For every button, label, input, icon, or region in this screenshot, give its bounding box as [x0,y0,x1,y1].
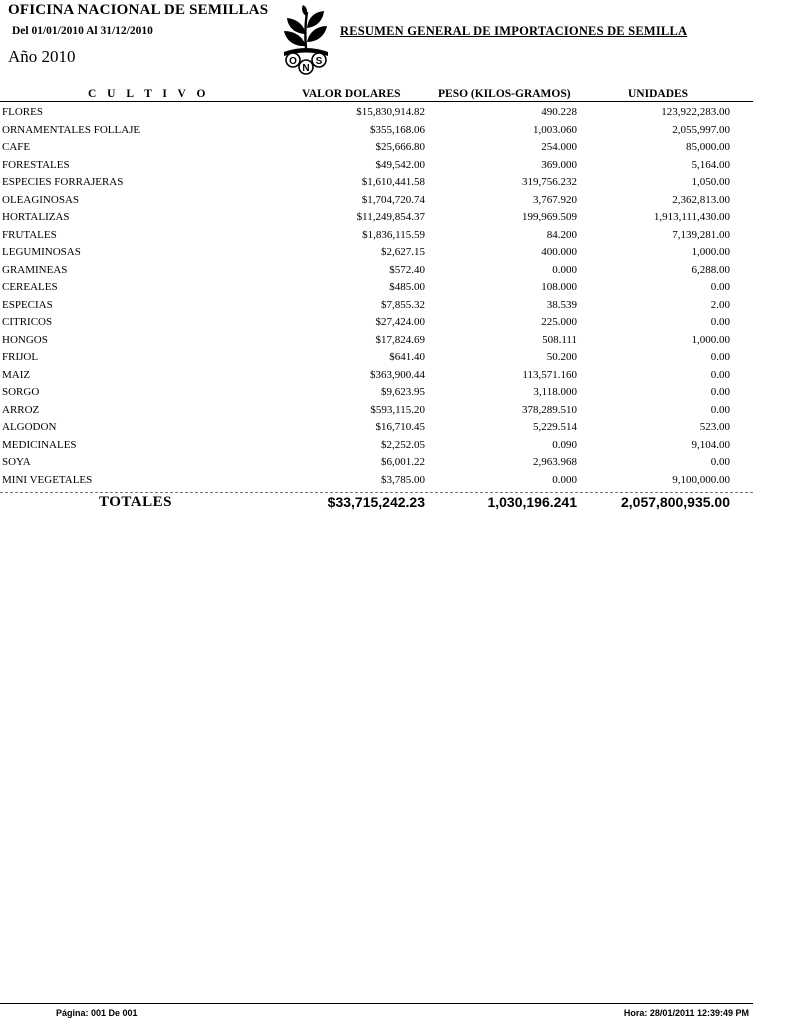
table-row [0,402,760,420]
valor-cell: $485.00 [389,281,425,293]
valor-cell: $3,785.00 [381,473,425,486]
unidades-cell: 5,164.00 [691,158,730,171]
unidades-cell: 0.00 [710,368,730,381]
table-row [0,139,760,157]
page-number: Página: 001 De 001 [56,1008,138,1018]
cultivo-cell: FORESTALES [2,158,70,171]
table-row [0,437,760,455]
valor-cell: $49,542.00 [375,158,425,171]
cultivo-cell: FRIJOL [2,351,39,363]
unidades-cell: 0.00 [710,316,730,328]
column-header-peso: PESO (KILOS-GRAMOS) [438,88,571,100]
data-table [0,104,760,489]
header-divider [0,101,753,102]
valor-cell: $11,249,854.37 [356,211,425,223]
peso-cell: 0.090 [552,438,577,451]
valor-cell: $9,623.95 [381,386,425,398]
cultivo-cell: FRUTALES [2,228,57,241]
cultivo-cell: ALGODON [2,421,57,433]
organization-name: OFICINA NACIONAL DE SEMILLAS [8,2,269,18]
unidades-cell: 1,000.00 [691,333,730,346]
valor-cell: $355,168.06 [370,123,425,136]
total-unidades: 2,057,800,935.00 [621,494,730,510]
column-header-cultivo: C U L T I V O [88,88,210,100]
valor-cell: $363,900.44 [370,368,425,381]
table-row [0,122,760,140]
unidades-cell: 9,104.00 [691,438,730,451]
unidades-cell: 1,050.00 [691,176,730,188]
valor-cell: $2,627.15 [381,246,425,258]
valor-cell: $1,704,720.74 [361,193,425,206]
unidades-cell: 6,288.00 [691,263,730,276]
totals-row [0,494,760,516]
peso-cell: 0.000 [552,473,577,486]
cultivo-cell: MINI VEGETALES [2,473,93,486]
peso-cell: 108.000 [541,281,577,293]
cultivo-cell: LEGUMINOSAS [2,246,81,258]
valor-cell: $17,824.69 [375,333,425,346]
peso-cell: 3,118.000 [533,386,577,398]
unidades-cell: 1,913,111,430.00 [653,211,730,223]
unidades-cell: 85,000.00 [686,141,730,153]
date-range: Del 01/01/2010 Al 31/12/2010 [12,25,153,37]
valor-cell: $1,836,115.59 [362,228,425,241]
cultivo-cell: FLORES [2,106,43,118]
peso-cell: 508.111 [542,333,577,346]
peso-cell: 38.539 [546,298,577,311]
valor-cell: $641.40 [389,351,425,363]
table-row [0,472,760,490]
unidades-cell: 2,055,997.00 [672,123,730,136]
valor-cell: $16,710.45 [375,421,425,433]
peso-cell: 0.000 [552,263,577,276]
valor-cell: $6,001.22 [381,456,425,468]
peso-cell: 319,756.232 [522,176,577,188]
cultivo-cell: SOYA [2,456,31,468]
cultivo-cell: ESPECIAS [2,298,53,311]
table-row [0,104,760,122]
cultivo-cell: ESPECIES FORRAJERAS [2,176,124,188]
peso-cell: 254.000 [541,141,577,153]
peso-cell: 378,289.510 [522,403,577,416]
valor-cell: $7,855.32 [381,298,425,311]
table-row [0,209,760,227]
report-year: Año 2010 [8,47,76,66]
unidades-cell: 0.00 [710,281,730,293]
peso-cell: 2,963.968 [533,456,577,468]
unidades-cell: 1,000.00 [691,246,730,258]
total-peso: 1,030,196.241 [487,494,577,510]
peso-cell: 84.200 [546,228,577,241]
peso-cell: 490.228 [541,106,577,118]
table-row [0,419,760,437]
peso-cell: 225.000 [541,316,577,328]
table-row [0,192,760,210]
unidades-cell: 2,362,813.00 [672,193,730,206]
valor-cell: $2,252.05 [381,438,425,451]
table-row [0,297,760,315]
svg-text:O: O [289,56,297,67]
cultivo-cell: CEREALES [2,281,58,293]
peso-cell: 400.000 [541,246,577,258]
cultivo-cell: CAFE [2,141,31,153]
valor-cell: $25,666.80 [375,141,425,153]
cultivo-cell: HORTALIZAS [2,211,70,223]
cultivo-cell: ORNAMENTALES FOLLAJE [2,123,141,136]
valor-cell: $572.40 [389,263,425,276]
table-row [0,227,760,245]
print-time: Hora: 28/01/2011 12:39:49 PM [623,1008,749,1018]
peso-cell: 50.200 [546,351,577,363]
peso-cell: 113,571.160 [522,368,577,381]
total-valor: $33,715,242.23 [327,494,425,510]
table-row [0,332,760,350]
peso-cell: 369.000 [541,158,577,171]
table-row [0,279,760,297]
cultivo-cell: MAIZ [2,368,31,381]
unidades-cell: 0.00 [710,456,730,468]
table-row [0,262,760,280]
table-row [0,314,760,332]
totals-divider [0,492,753,493]
cultivo-cell: MEDICINALES [2,438,77,451]
unidades-cell: 0.00 [710,386,730,398]
cultivo-cell: HONGOS [2,333,48,346]
unidades-cell: 0.00 [710,351,730,363]
valor-cell: $27,424.00 [375,316,425,328]
peso-cell: 3,767.920 [533,193,577,206]
unidades-cell: 9,100,000.00 [672,473,730,486]
unidades-cell: 2.00 [710,298,730,311]
table-row [0,384,760,402]
report-title: RESUMEN GENERAL DE IMPORTACIONES DE SEMILLA [340,24,688,38]
column-header-unidades: UNIDADES [628,88,689,100]
table-row [0,454,760,472]
table-row [0,244,760,262]
unidades-cell: 123,922,283.00 [661,106,730,118]
peso-cell: 199,969.509 [522,211,577,223]
table-row [0,367,760,385]
svg-text:S: S [315,56,323,67]
cultivo-cell: GRAMINEAS [2,263,68,276]
cultivo-cell: SORGO [2,386,40,398]
totals-label: TOTALES [99,494,172,510]
table-row [0,174,760,192]
valor-cell: $593,115.20 [370,403,425,416]
table-row [0,157,760,175]
unidades-cell: 0.00 [710,403,730,416]
valor-cell: $15,830,914.82 [356,106,425,118]
footer-divider [0,1003,753,1004]
table-row [0,349,760,367]
peso-cell: 1,003.060 [533,123,577,136]
cultivo-cell: CITRICOS [2,316,53,328]
cultivo-cell: ARROZ [2,403,40,416]
unidades-cell: 7,139,281.00 [672,228,730,241]
column-header-valor: VALOR DOLARES [302,88,401,100]
valor-cell: $1,610,441.58 [361,176,425,188]
unidades-cell: 523.00 [699,421,730,433]
cultivo-cell: OLEAGINOSAS [2,193,79,206]
ons-logo-icon [278,4,334,78]
peso-cell: 5,229.514 [533,421,577,433]
svg-text:N: N [302,63,310,74]
